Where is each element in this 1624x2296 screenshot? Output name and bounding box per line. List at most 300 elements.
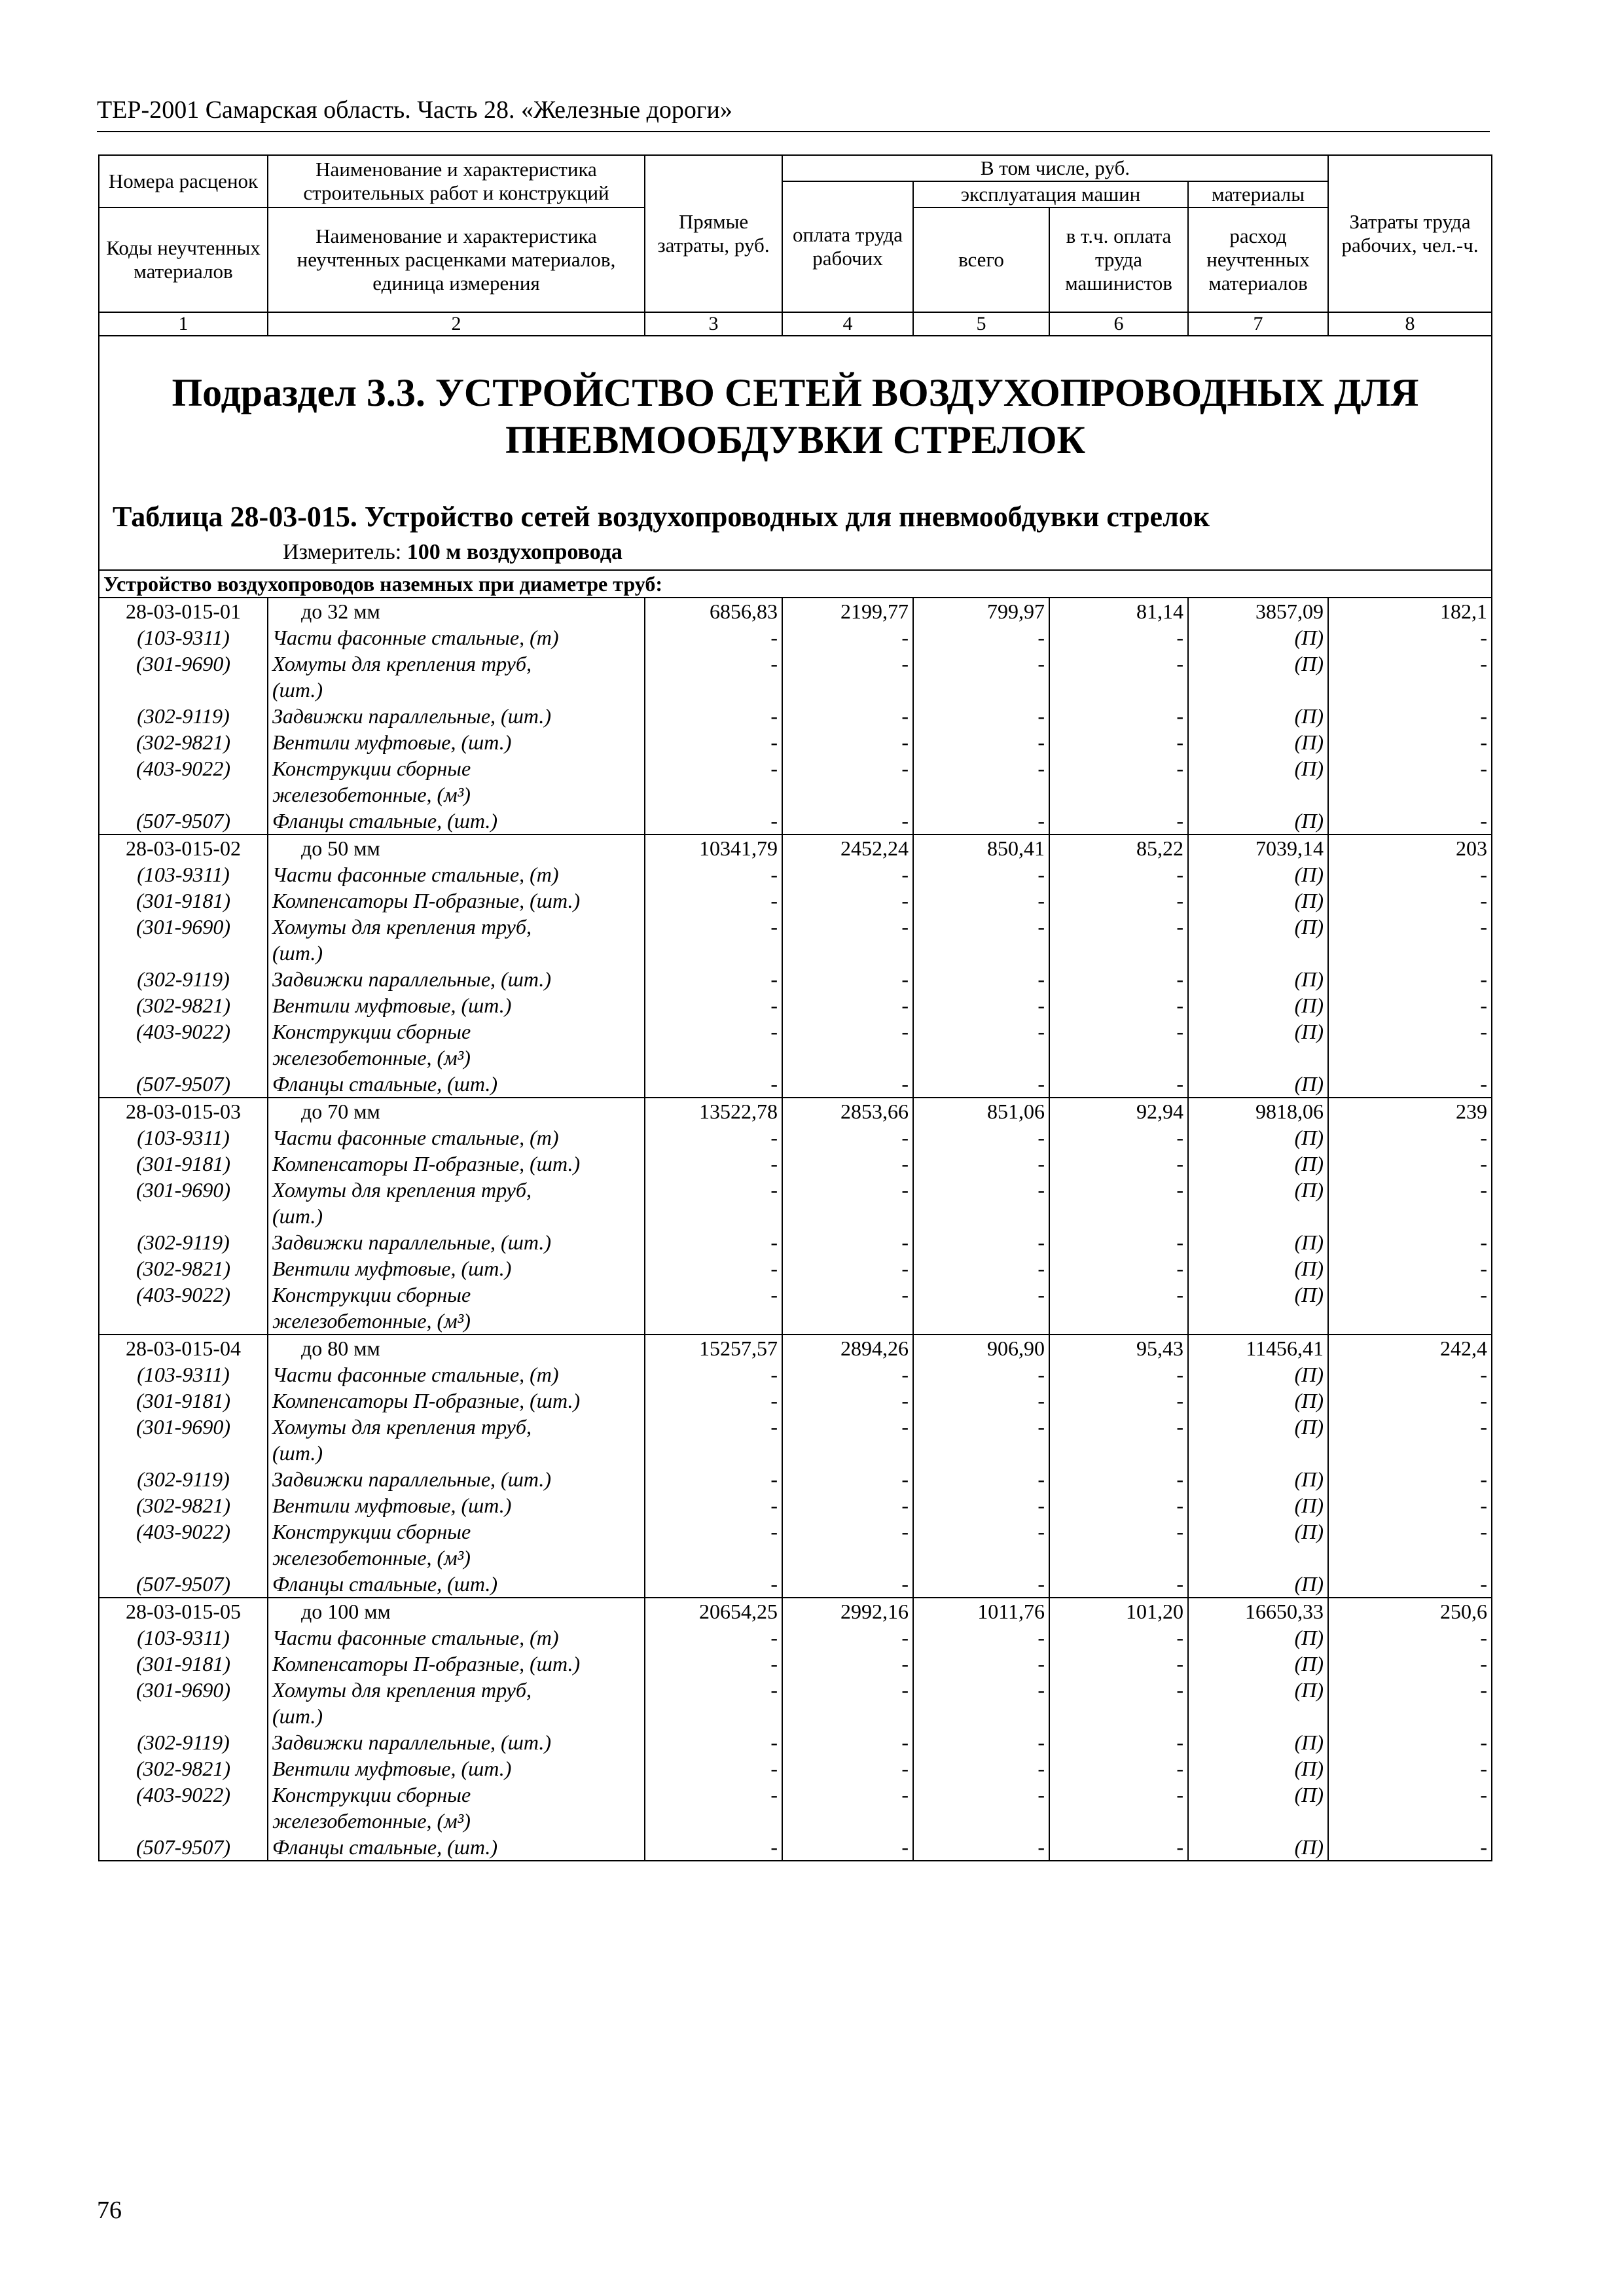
- direct-costs: -: [645, 1729, 782, 1755]
- materials-cost: (П): [1188, 1361, 1328, 1388]
- worker-wage: -: [782, 1388, 913, 1414]
- material-row: [99, 1440, 1492, 1466]
- materials-cost: (П): [1188, 1414, 1328, 1440]
- item-name: Компенсаторы П-образные, (шт.): [268, 1651, 645, 1677]
- direct-costs: -: [645, 966, 782, 992]
- machinists-wage: 92,94: [1049, 1098, 1188, 1124]
- rate-code: [99, 1203, 268, 1229]
- worker-wage: -: [782, 1255, 913, 1282]
- machines-total: -: [913, 1414, 1049, 1440]
- page-number: 76: [97, 2197, 122, 2224]
- machinists-wage: [1049, 1045, 1188, 1071]
- direct-costs: -: [645, 1466, 782, 1492]
- worker-wage: -: [782, 1361, 913, 1388]
- rate-row: [99, 1335, 1492, 1361]
- worker-wage: [782, 940, 913, 966]
- materials-cost: (П): [1188, 861, 1328, 888]
- material-row: [99, 940, 1492, 966]
- direct-costs: -: [645, 1782, 782, 1808]
- materials-cost: (П): [1188, 1018, 1328, 1045]
- rate-code: (301-9181): [99, 1388, 268, 1414]
- rate-code: (507-9507): [99, 1071, 268, 1098]
- machinists-wage: -: [1049, 914, 1188, 940]
- materials-cost: (П): [1188, 1124, 1328, 1151]
- materials-cost: (П): [1188, 624, 1328, 651]
- machinists-wage: 85,22: [1049, 834, 1188, 861]
- machines-total: -: [913, 1255, 1049, 1282]
- th-col1-bottom: Коды неучтенных материалов: [99, 207, 268, 312]
- header-rule: [97, 131, 1490, 132]
- material-row: [99, 1571, 1492, 1598]
- machinists-wage: -: [1049, 1492, 1188, 1518]
- machinists-wage: -: [1049, 1282, 1188, 1308]
- materials-cost: (П): [1188, 1492, 1328, 1518]
- labor-hours: -: [1328, 1677, 1492, 1703]
- materials-cost: (П): [1188, 1782, 1328, 1808]
- labor-hours: 242,4: [1328, 1335, 1492, 1361]
- worker-wage: -: [782, 1571, 913, 1598]
- machinists-wage: -: [1049, 729, 1188, 755]
- rate-code: (301-9690): [99, 914, 268, 940]
- item-name: (шт.): [268, 1703, 645, 1729]
- materials-cost: [1188, 1703, 1328, 1729]
- worker-wage: -: [782, 1782, 913, 1808]
- item-name: Вентили муфтовые, (шт.): [268, 1755, 645, 1782]
- worker-wage: -: [782, 861, 913, 888]
- item-name: до 100 мм: [268, 1598, 645, 1624]
- item-name: Задвижки параллельные, (шт.): [268, 1466, 645, 1492]
- item-name: (шт.): [268, 940, 645, 966]
- rate-code: (403-9022): [99, 1518, 268, 1545]
- labor-hours: -: [1328, 1177, 1492, 1203]
- col-number: 2: [268, 312, 645, 336]
- item-name: железобетонные, (м³): [268, 1808, 645, 1834]
- direct-costs: [645, 940, 782, 966]
- machinists-wage: 81,14: [1049, 598, 1188, 624]
- rate-code: [99, 940, 268, 966]
- materials-cost: [1188, 1203, 1328, 1229]
- direct-costs: -: [645, 1255, 782, 1282]
- direct-costs: 13522,78: [645, 1098, 782, 1124]
- direct-costs: -: [645, 1018, 782, 1045]
- item-name: Части фасонные стальные, (т): [268, 1124, 645, 1151]
- material-row: [99, 1124, 1492, 1151]
- item-name: Вентили муфтовые, (шт.): [268, 992, 645, 1018]
- material-row: [99, 1018, 1492, 1045]
- labor-hours: -: [1328, 1124, 1492, 1151]
- direct-costs: 6856,83: [645, 598, 782, 624]
- machinists-wage: [1049, 1308, 1188, 1335]
- rate-code: (403-9022): [99, 1018, 268, 1045]
- machinists-wage: -: [1049, 703, 1188, 729]
- material-row: [99, 1071, 1492, 1098]
- labor-hours: -: [1328, 1018, 1492, 1045]
- item-name: Части фасонные стальные, (т): [268, 1624, 645, 1651]
- direct-costs: [645, 1440, 782, 1466]
- machines-total: -: [913, 703, 1049, 729]
- labor-hours: [1328, 1203, 1492, 1229]
- material-row: [99, 1361, 1492, 1388]
- rate-code: (302-9119): [99, 1466, 268, 1492]
- th-col2-bottom: Наименование и характеристика неучтенных расценками материалов, единица измерения: [268, 207, 645, 312]
- labor-hours: -: [1328, 966, 1492, 992]
- machines-total: 799,97: [913, 598, 1049, 624]
- labor-hours: [1328, 677, 1492, 703]
- machinists-wage: -: [1049, 966, 1188, 992]
- rate-code: (403-9022): [99, 1282, 268, 1308]
- machinists-wage: [1049, 1440, 1188, 1466]
- worker-wage: [782, 1808, 913, 1834]
- materials-cost: (П): [1188, 1388, 1328, 1414]
- item-name: до 70 мм: [268, 1098, 645, 1124]
- materials-cost: (П): [1188, 1177, 1328, 1203]
- rate-code: (403-9022): [99, 1782, 268, 1808]
- direct-costs: [645, 1045, 782, 1071]
- materials-cost: (П): [1188, 1834, 1328, 1861]
- labor-hours: 182,1: [1328, 598, 1492, 624]
- item-name: Хомуты для крепления труб,: [268, 1677, 645, 1703]
- item-name: Конструкции сборные: [268, 1782, 645, 1808]
- material-row: [99, 703, 1492, 729]
- item-name: Задвижки параллельные, (шт.): [268, 966, 645, 992]
- item-name: (шт.): [268, 677, 645, 703]
- rate-code: (302-9821): [99, 1255, 268, 1282]
- item-name: Части фасонные стальные, (т): [268, 861, 645, 888]
- direct-costs: -: [645, 1388, 782, 1414]
- item-name: Фланцы стальные, (шт.): [268, 1834, 645, 1861]
- material-row: [99, 1808, 1492, 1834]
- worker-wage: -: [782, 729, 913, 755]
- rate-code: (301-9690): [99, 651, 268, 677]
- materials-cost: (П): [1188, 1229, 1328, 1255]
- col-number: 8: [1328, 312, 1492, 336]
- machines-total: -: [913, 861, 1049, 888]
- machines-total: -: [913, 1361, 1049, 1388]
- materials-cost: (П): [1188, 808, 1328, 834]
- worker-wage: -: [782, 1834, 913, 1861]
- machinists-wage: 101,20: [1049, 1598, 1188, 1624]
- machinists-wage: -: [1049, 1651, 1188, 1677]
- materials-cost: (П): [1188, 1624, 1328, 1651]
- direct-costs: [645, 1703, 782, 1729]
- material-row: [99, 808, 1492, 834]
- column-numbers-row: [99, 312, 1492, 336]
- direct-costs: -: [645, 755, 782, 781]
- worker-wage: [782, 1440, 913, 1466]
- labor-hours: [1328, 1045, 1492, 1071]
- machines-total: [913, 1808, 1049, 1834]
- labor-hours: -: [1328, 992, 1492, 1018]
- item-name: до 50 мм: [268, 834, 645, 861]
- direct-costs: -: [645, 1124, 782, 1151]
- direct-costs: 10341,79: [645, 834, 782, 861]
- rate-row: [99, 1098, 1492, 1124]
- direct-costs: -: [645, 914, 782, 940]
- worker-wage: -: [782, 1492, 913, 1518]
- material-row: [99, 1255, 1492, 1282]
- measure-label: Измеритель:: [283, 540, 402, 564]
- worker-wage: -: [782, 1124, 913, 1151]
- worker-wage: -: [782, 808, 913, 834]
- th-direct-costs: Прямые затраты, руб.: [645, 155, 782, 312]
- machines-total: -: [913, 808, 1049, 834]
- page-header-title: ТЕР-2001 Самарская область. Часть 28. «Железные дороги»: [97, 96, 732, 124]
- item-name: (шт.): [268, 1203, 645, 1229]
- machinists-wage: -: [1049, 1177, 1188, 1203]
- machines-total: -: [913, 1124, 1049, 1151]
- materials-cost: (П): [1188, 1755, 1328, 1782]
- direct-costs: -: [645, 1518, 782, 1545]
- col-number: 4: [782, 312, 913, 336]
- rate-code: [99, 677, 268, 703]
- labor-hours: -: [1328, 1151, 1492, 1177]
- material-row: [99, 1755, 1492, 1782]
- labor-hours: -: [1328, 861, 1492, 888]
- table-title: Таблица 28-03-015. Устройство сетей воздухопроводных для пневмообдувки стрелок: [113, 501, 1210, 533]
- material-row: [99, 914, 1492, 940]
- machines-total: -: [913, 1518, 1049, 1545]
- worker-wage: -: [782, 1755, 913, 1782]
- labor-hours: -: [1328, 888, 1492, 914]
- direct-costs: -: [645, 1492, 782, 1518]
- materials-cost: (П): [1188, 729, 1328, 755]
- machines-total: [913, 1308, 1049, 1335]
- machines-total: -: [913, 1782, 1049, 1808]
- th-unaccounted-materials: расход неучтенных материалов: [1188, 207, 1328, 312]
- col-number: 5: [913, 312, 1049, 336]
- machines-total: -: [913, 914, 1049, 940]
- worker-wage: -: [782, 1466, 913, 1492]
- rate-code: 28-03-015-03: [99, 1098, 268, 1124]
- machines-total: -: [913, 624, 1049, 651]
- th-materials: материалы: [1188, 181, 1328, 207]
- direct-costs: [645, 1308, 782, 1335]
- rate-code: (302-9821): [99, 729, 268, 755]
- rate-code: (507-9507): [99, 1571, 268, 1598]
- direct-costs: -: [645, 1677, 782, 1703]
- machines-total: -: [913, 1492, 1049, 1518]
- th-col2-top: Наименование и характеристика строительных работ и конструкций: [268, 155, 645, 207]
- materials-cost: (П): [1188, 966, 1328, 992]
- rate-code: (302-9821): [99, 1492, 268, 1518]
- labor-hours: [1328, 781, 1492, 808]
- labor-hours: -: [1328, 1071, 1492, 1098]
- machines-total: [913, 1440, 1049, 1466]
- machines-total: -: [913, 1624, 1049, 1651]
- labor-hours: [1328, 1440, 1492, 1466]
- direct-costs: -: [645, 808, 782, 834]
- item-name: Части фасонные стальные, (т): [268, 1361, 645, 1388]
- material-row: [99, 1677, 1492, 1703]
- machines-total: -: [913, 729, 1049, 755]
- machinists-wage: -: [1049, 1782, 1188, 1808]
- material-row: [99, 781, 1492, 808]
- machines-total: -: [913, 1071, 1049, 1098]
- direct-costs: -: [645, 1651, 782, 1677]
- machinists-wage: -: [1049, 992, 1188, 1018]
- machines-total: -: [913, 888, 1049, 914]
- machines-total: -: [913, 1834, 1049, 1861]
- labor-hours: 203: [1328, 834, 1492, 861]
- machinists-wage: -: [1049, 1388, 1188, 1414]
- labor-hours: -: [1328, 1466, 1492, 1492]
- worker-wage: [782, 1308, 913, 1335]
- item-name: железобетонные, (м³): [268, 1545, 645, 1571]
- machines-total: -: [913, 755, 1049, 781]
- item-name: Задвижки параллельные, (шт.): [268, 1229, 645, 1255]
- direct-costs: -: [645, 624, 782, 651]
- machines-total: 850,41: [913, 834, 1049, 861]
- table-header: [99, 155, 1492, 336]
- labor-hours: -: [1328, 808, 1492, 834]
- item-name: Компенсаторы П-образные, (шт.): [268, 888, 645, 914]
- material-row: [99, 624, 1492, 651]
- materials-cost: (П): [1188, 1466, 1328, 1492]
- rate-code: (103-9311): [99, 1624, 268, 1651]
- machinists-wage: -: [1049, 651, 1188, 677]
- labor-hours: -: [1328, 651, 1492, 677]
- material-row: [99, 1045, 1492, 1071]
- machinists-wage: -: [1049, 1571, 1188, 1598]
- machinists-wage: [1049, 940, 1188, 966]
- direct-costs: 20654,25: [645, 1598, 782, 1624]
- machines-total: -: [913, 992, 1049, 1018]
- labor-hours: -: [1328, 703, 1492, 729]
- direct-costs: -: [645, 992, 782, 1018]
- machinists-wage: -: [1049, 755, 1188, 781]
- rate-code: [99, 1703, 268, 1729]
- item-name: Вентили муфтовые, (шт.): [268, 1255, 645, 1282]
- labor-hours: -: [1328, 1518, 1492, 1545]
- materials-cost: (П): [1188, 1282, 1328, 1308]
- measure-line: [99, 535, 1491, 569]
- materials-cost: [1188, 677, 1328, 703]
- worker-wage: 2452,24: [782, 834, 913, 861]
- machinists-wage: [1049, 1545, 1188, 1571]
- labor-hours: -: [1328, 1651, 1492, 1677]
- machinists-wage: -: [1049, 1124, 1188, 1151]
- rate-code: (302-9821): [99, 992, 268, 1018]
- item-name: Задвижки параллельные, (шт.): [268, 703, 645, 729]
- direct-costs: -: [645, 861, 782, 888]
- machines-total: [913, 677, 1049, 703]
- material-row: [99, 1308, 1492, 1335]
- item-name: Компенсаторы П-образные, (шт.): [268, 1388, 645, 1414]
- rate-code: (507-9507): [99, 1834, 268, 1861]
- labor-hours: 239: [1328, 1098, 1492, 1124]
- machinists-wage: -: [1049, 1834, 1188, 1861]
- material-row: [99, 1282, 1492, 1308]
- item-name: Хомуты для крепления труб,: [268, 651, 645, 677]
- machines-total: -: [913, 1388, 1049, 1414]
- materials-cost: 7039,14: [1188, 834, 1328, 861]
- materials-cost: (П): [1188, 1151, 1328, 1177]
- material-row: [99, 1545, 1492, 1571]
- machines-total: -: [913, 1729, 1049, 1755]
- material-row: [99, 1203, 1492, 1229]
- materials-cost: 9818,06: [1188, 1098, 1328, 1124]
- labor-hours: -: [1328, 914, 1492, 940]
- rate-code: (301-9181): [99, 1151, 268, 1177]
- worker-wage: -: [782, 755, 913, 781]
- machinists-wage: -: [1049, 1518, 1188, 1545]
- material-row: [99, 1229, 1492, 1255]
- worker-wage: 2992,16: [782, 1598, 913, 1624]
- worker-wage: -: [782, 1729, 913, 1755]
- item-name: Компенсаторы П-образные, (шт.): [268, 1151, 645, 1177]
- rate-code: [99, 1545, 268, 1571]
- item-name: Задвижки параллельные, (шт.): [268, 1729, 645, 1755]
- item-name: Фланцы стальные, (шт.): [268, 1071, 645, 1098]
- rate-code: (301-9690): [99, 1677, 268, 1703]
- labor-hours: -: [1328, 1255, 1492, 1282]
- machines-total: [913, 1045, 1049, 1071]
- labor-hours: -: [1328, 1571, 1492, 1598]
- labor-hours: -: [1328, 1361, 1492, 1388]
- worker-wage: [782, 1203, 913, 1229]
- material-row: [99, 888, 1492, 914]
- materials-cost: (П): [1188, 992, 1328, 1018]
- materials-cost: [1188, 1545, 1328, 1571]
- machinists-wage: [1049, 1703, 1188, 1729]
- materials-cost: (П): [1188, 651, 1328, 677]
- materials-cost: (П): [1188, 1255, 1328, 1282]
- machines-total: -: [913, 1651, 1049, 1677]
- rate-code: (403-9022): [99, 755, 268, 781]
- materials-cost: (П): [1188, 1571, 1328, 1598]
- item-name: (шт.): [268, 1440, 645, 1466]
- worker-wage: 2199,77: [782, 598, 913, 624]
- rate-code: (301-9690): [99, 1177, 268, 1203]
- machines-total: -: [913, 1177, 1049, 1203]
- material-row: [99, 1834, 1492, 1861]
- rate-code: (302-9119): [99, 1229, 268, 1255]
- th-col1-top: Номера расценок: [99, 155, 268, 207]
- material-row: [99, 1624, 1492, 1651]
- labor-hours: [1328, 1703, 1492, 1729]
- materials-cost: (П): [1188, 703, 1328, 729]
- item-name: Вентили муфтовые, (шт.): [268, 729, 645, 755]
- direct-costs: -: [645, 888, 782, 914]
- direct-costs: -: [645, 651, 782, 677]
- labor-hours: -: [1328, 1388, 1492, 1414]
- labor-hours: -: [1328, 1729, 1492, 1755]
- machines-total: [913, 1703, 1049, 1729]
- rate-code: (103-9311): [99, 1124, 268, 1151]
- material-row: [99, 861, 1492, 888]
- material-row: [99, 1651, 1492, 1677]
- col-number: 1: [99, 312, 268, 336]
- labor-hours: [1328, 1808, 1492, 1834]
- machines-total: [913, 1203, 1049, 1229]
- machines-total: -: [913, 1677, 1049, 1703]
- machines-total: -: [913, 1018, 1049, 1045]
- direct-costs: [645, 1203, 782, 1229]
- material-row: [99, 1151, 1492, 1177]
- worker-wage: -: [782, 1071, 913, 1098]
- materials-cost: [1188, 1308, 1328, 1335]
- direct-costs: -: [645, 1571, 782, 1598]
- col-number: 6: [1049, 312, 1188, 336]
- materials-cost: (П): [1188, 888, 1328, 914]
- materials-cost: (П): [1188, 1071, 1328, 1098]
- machines-total: -: [913, 1466, 1049, 1492]
- worker-wage: -: [782, 1414, 913, 1440]
- item-name: Конструкции сборные: [268, 1518, 645, 1545]
- machines-total: -: [913, 1755, 1049, 1782]
- item-name: Фланцы стальные, (шт.): [268, 1571, 645, 1598]
- material-row: [99, 1729, 1492, 1755]
